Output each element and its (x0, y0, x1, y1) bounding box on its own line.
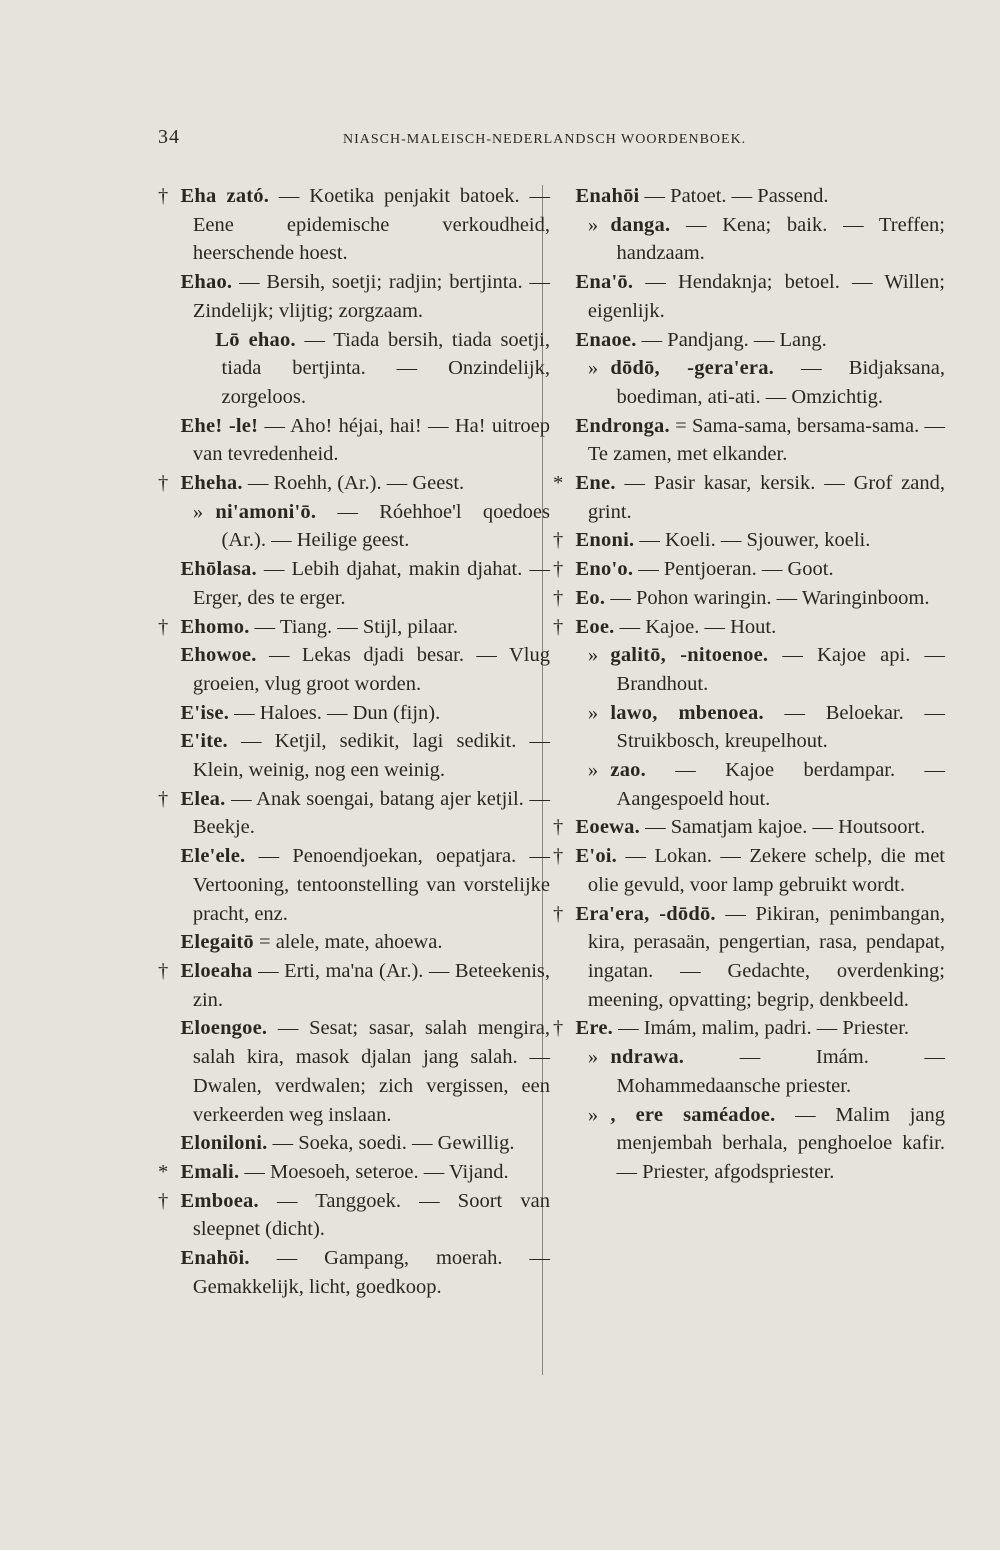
entry-marker: † (158, 959, 169, 982)
entry-headword: dōdō, -gera'era. (610, 357, 774, 380)
entry-headword: Eloniloni. (180, 1132, 268, 1155)
entry-headword: Ehowoe. (180, 644, 257, 667)
entry-marker: † (158, 472, 169, 495)
entry-definition: — Erti, ma'na (Ar.). — Beteekenis, zin. (192, 959, 550, 1011)
entry-headword: E'ite. (180, 730, 228, 753)
entry-headword: Eoewa. (575, 816, 640, 839)
dictionary-entry (158, 412, 550, 469)
entry-definition: — Aho! héjai, hai! — Ha! uitroep van tevredenheid. (192, 414, 550, 466)
dictionary-entry (158, 641, 550, 698)
dictionary-entry (553, 1014, 945, 1043)
entry-headword: ni'amoni'ō. (215, 500, 317, 523)
entry-definition: — Pandjang. — Lang. (636, 328, 827, 351)
entry-definition: — Pasir kasar, kersik. — Grof zand, grint. (587, 472, 945, 523)
dictionary-entry (158, 613, 550, 642)
dictionary-entry (158, 842, 550, 928)
entry-headword: E'oi. (575, 845, 617, 868)
dictionary-entry (553, 412, 945, 469)
entry-definition: — Kena; baik. — Treffen; handzaam. (616, 213, 945, 265)
entry-marker: * (158, 1160, 169, 1183)
dictionary-entry (553, 842, 945, 899)
entry-headword: Elea. (180, 787, 226, 810)
entry-headword: lawo, mbenoea. (610, 701, 764, 724)
entry-definition: — Haloes. — Dun (fijn). (229, 701, 441, 724)
entry-definition: — Tanggoek. — Soort van sleepnet (dicht). (192, 1189, 550, 1241)
dictionary-entry (553, 182, 945, 211)
dictionary-entry (158, 1129, 550, 1158)
dictionary-entry (553, 756, 945, 813)
dictionary-entry (158, 268, 550, 325)
entry-definition: — Roehh, (Ar.). — Geest. (242, 472, 465, 495)
entry-definition: — Imám, malim, padri. — Priester. (612, 1017, 910, 1040)
dictionary-entry (553, 326, 945, 355)
entry-marker: † (158, 615, 169, 638)
entry-marker: † (158, 787, 169, 810)
entry-headword: Enahōi (575, 185, 640, 207)
running-title: NIASCH-MALEISCH-NEDERLANDSCH WOORDENBOEK. (343, 132, 747, 147)
entry-definition: — Beloekar. — Struikbosch, kreupelhout. (616, 701, 945, 753)
left-column (158, 182, 550, 1301)
dictionary-entry (158, 928, 550, 957)
entry-marker: » (587, 213, 599, 236)
entry-marker: * (553, 472, 564, 495)
dictionary-entry (553, 268, 945, 325)
dictionary-entry (553, 469, 945, 526)
entry-marker: † (553, 845, 564, 868)
entry-marker: » (587, 1103, 599, 1126)
entry-headword: Ene. (575, 472, 616, 495)
entry-definition: — Kajoe. — Hout. (614, 615, 777, 638)
dictionary-entry (158, 469, 550, 498)
entry-headword: Eloeaha (180, 959, 253, 982)
entry-headword: Emboea. (180, 1189, 259, 1212)
entry-marker: † (553, 615, 564, 638)
entry-marker: » (587, 759, 599, 782)
entry-definition: — Koeli. — Sjouwer, koeli. (634, 529, 871, 552)
entry-headword: Endronga. (575, 414, 670, 437)
entry-marker: † (553, 902, 564, 925)
entry-marker: † (553, 558, 564, 581)
entry-headword: Ehe! -le! (180, 414, 259, 437)
entry-definition: = alele, mate, ahoewa. (253, 931, 443, 954)
entry-headword: Eno'o. (575, 558, 634, 581)
entry-marker: » (587, 357, 599, 380)
entry-definition: — Sesat; sasar, salah mengira, salah kira, masok djalan jang salah. — Dwalen, verdwalen; zich vergissen, een verkeerden weg inslaan. (192, 1017, 550, 1126)
entry-definition: — Samatjam kajoe. — Houtsoort. (639, 816, 926, 839)
entry-marker: † (158, 1189, 169, 1212)
entry-definition: — Imám. — Mohammedaansche priester. (616, 1046, 945, 1097)
dictionary-entry (553, 813, 945, 842)
entry-marker: » (587, 701, 599, 724)
entry-definition: — Patoet. — Passend. (639, 185, 829, 207)
entry-definition: — Gampang, moerah. — Gemakkelijk, licht, goedkoop. (192, 1247, 550, 1298)
entry-definition: = Sama-sama, bersama-sama. — Te zamen, met elkander. (587, 414, 945, 466)
dictionary-entry (553, 354, 945, 411)
dictionary-entry (158, 555, 550, 612)
dictionary-entry (553, 526, 945, 555)
dictionary-entry (553, 584, 945, 613)
entry-headword: Eha zató. (180, 185, 270, 207)
entry-definition: — Pikiran, penimbangan, kira, perasaän, pengertian, rasa, pendapat, ingatan. — Gedachte, overdenking; meening, opvatting; begrip, denkbeeld. (587, 902, 945, 1011)
entry-headword: Ele'ele. (180, 845, 246, 868)
entry-definition: — Ketjil, sedikit, lagi sedikit. — Klein, weinig, nog een weinig. (192, 730, 550, 782)
entry-headword: Enahōi. (180, 1247, 250, 1270)
entry-definition: — Pentjoeran. — Goot. (633, 558, 834, 581)
dictionary-entry (158, 1187, 550, 1244)
entry-headword: , ere saméadoe. (610, 1103, 776, 1126)
entry-headword: ndrawa. (610, 1046, 685, 1069)
entry-headword: Lō ehao. (215, 328, 296, 351)
dictionary-entry (553, 699, 945, 756)
entry-headword: danga. (610, 213, 671, 236)
dictionary-entry (158, 1158, 550, 1187)
entry-headword: galitō, -nitoenoe. (610, 644, 769, 667)
dictionary-entry (553, 613, 945, 642)
dictionary-entry (158, 182, 550, 268)
entry-definition: — Moesoeh, seteroe. — Vijand. (239, 1160, 509, 1183)
entry-definition: — Kajoe berdampar. — Aangespoeld hout. (616, 759, 945, 810)
dictionary-entry (553, 1101, 945, 1187)
entry-marker: » (587, 1046, 599, 1069)
entry-headword: Eoe. (575, 615, 615, 638)
dictionary-entry (158, 785, 550, 842)
entry-definition: — Lebih djahat, makin djahat. — Erger, des te erger. (192, 558, 550, 609)
dictionary-entry (158, 699, 550, 728)
entry-headword: Ehōlasa. (180, 558, 257, 581)
entry-headword: Era'era, -dōdō. (575, 902, 716, 925)
right-column (553, 182, 945, 1187)
dictionary-entry (553, 555, 945, 584)
entry-headword: Emali. (180, 1160, 240, 1183)
dictionary-entry (553, 900, 945, 1015)
entry-marker: † (553, 529, 564, 552)
entry-headword: Elegaitō (180, 931, 254, 954)
entry-headword: Enaoe. (575, 328, 637, 351)
dictionary-entry (158, 957, 550, 1014)
entry-definition: — Koetika penjakit batoek. — Eene epidemische verkoudheid, heerschende hoest. (192, 185, 550, 265)
entry-headword: E'ise. (180, 701, 230, 724)
entry-definition: — Róehhoe'l qoedoes (Ar.). — Heilige geest. (221, 500, 550, 552)
entry-headword: Ena'ō. (575, 271, 634, 294)
entry-definition: — Malim jang menjembah berhala, penghoeloe kafir. — Priester, afgodspriester. (616, 1103, 945, 1183)
entry-definition: — Tiada bersih, tiada soetji, tiada bertjinta. — Onzindelijk, zorgeloos. (221, 328, 550, 408)
entry-headword: Ehao. (180, 271, 233, 294)
dictionary-entry (158, 498, 550, 555)
dictionary-entry (158, 326, 550, 412)
entry-definition: — Anak soengai, batang ajer ketjil. — Beekje. (192, 787, 550, 839)
entry-headword: Eloengoe. (180, 1017, 268, 1040)
entry-headword: zao. (610, 759, 646, 782)
entry-definition: — Penoendjoekan, oepatjara. — Vertooning, tentoonstelling van vorstelijke pracht, enz. (192, 845, 550, 925)
entry-definition: — Soeka, soedi. — Gewillig. (267, 1132, 515, 1155)
entry-headword: Eo. (575, 586, 606, 609)
dictionary-entry (553, 1043, 945, 1100)
entry-marker: » (587, 644, 599, 667)
entry-marker: » (192, 500, 204, 523)
entry-definition: — Lekas djadi besar. — Vlug groeien, vlug groot worden. (192, 644, 550, 695)
entry-definition: — Lokan. — Zekere schelp, die met olie gevuld, voor lamp gebruikt wordt. (587, 845, 945, 896)
dictionary-entry (553, 211, 945, 268)
entry-definition: — Bidjaksana, boediman, ati-ati. — Omzichtig. (616, 357, 946, 408)
dictionary-entry (158, 727, 550, 784)
dictionary-entry (553, 641, 945, 698)
running-head (158, 126, 750, 154)
entry-definition: — Kajoe api. — Brandhout. (616, 644, 945, 695)
entry-definition: — Pohon waringin. — Waringinboom. (605, 586, 930, 609)
entry-marker: † (553, 816, 564, 839)
entry-headword: Eheha. (180, 472, 243, 495)
entry-marker: † (553, 1017, 564, 1040)
entry-marker: † (158, 185, 169, 207)
entry-definition: — Bersih, soetji; radjin; bertjinta. — Zindelijk; vlijtig; zorgzaam. (192, 271, 550, 322)
dictionary-entry (158, 1014, 550, 1129)
entry-marker: † (553, 586, 564, 609)
entry-definition: — Hendaknja; betoel. — Willen; eigenlijk. (587, 271, 945, 322)
entry-headword: Ere. (575, 1017, 613, 1040)
page-number: 34 (158, 126, 180, 148)
dictionary-entry (158, 1244, 550, 1301)
entry-definition: — Tiang. — Stijl, pilaar. (249, 615, 458, 638)
entry-headword: Enoni. (575, 529, 635, 552)
entry-headword: Ehomo. (180, 615, 250, 638)
